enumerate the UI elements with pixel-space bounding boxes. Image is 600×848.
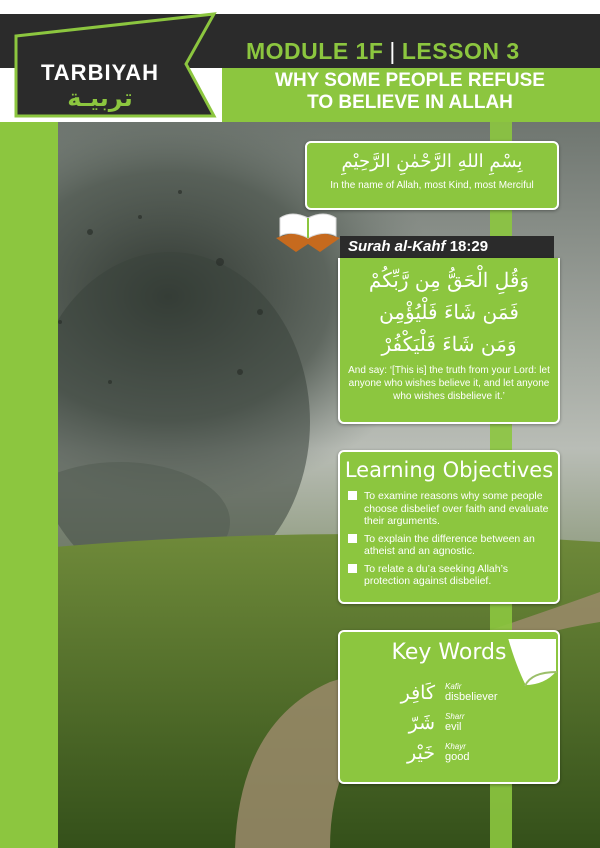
objectives-list xyxy=(340,490,558,588)
surah-translation: And say: ‘[This is] the truth from your Lord: let anyone who wishes believe it, and let anyone who wishes disbelieve it.’ xyxy=(348,365,550,402)
keyword-meaning: disbeliever xyxy=(445,691,498,703)
checkbox-square-icon xyxy=(348,564,357,573)
lesson-title-line-1: WHY SOME PEOPLE REFUSE xyxy=(275,70,545,91)
keyword-meaning: good xyxy=(445,751,470,763)
objective-text: To examine reasons why some people choose disbelief over faith and evaluate their arguments. xyxy=(364,490,549,527)
keyword-item xyxy=(385,712,535,740)
keyword-meaning: evil xyxy=(445,721,462,733)
keyword-transliteration: Khayr xyxy=(445,742,466,751)
objectives-title: Learning Objectives xyxy=(344,458,554,482)
objective-item xyxy=(348,563,550,588)
keyword-arabic: خَيْر xyxy=(407,742,435,764)
keyword-transliteration: Sharr xyxy=(445,712,465,721)
page-curl-icon xyxy=(505,636,559,688)
bismillah-arabic: بِسْمِ اللهِ الرَّحْمٰنِ الرَّحِيْمِ xyxy=(341,151,523,172)
bismillah-card xyxy=(305,141,559,210)
objective-text: To relate a du’a seeking Allah’s protection against disbelief. xyxy=(364,562,508,587)
keyword-arabic: كَافِر xyxy=(400,682,435,704)
surah-name: Surah al-Kahf xyxy=(348,238,446,255)
module-lesson-heading xyxy=(246,38,520,65)
checkbox-square-icon xyxy=(348,491,357,500)
surah-arabic-line: فَمَن شَاءَ فَلْيُؤْمِن xyxy=(379,300,519,324)
surah-heading xyxy=(340,236,554,258)
surah-arabic-line: وَقُلِ الْحَقُّ مِن رَّبِّكُمْ xyxy=(368,268,530,292)
surah-card xyxy=(338,258,560,424)
surah-reference: 18:29 xyxy=(449,238,489,255)
keyword-item xyxy=(385,742,535,770)
objective-item xyxy=(348,490,550,528)
surah-arabic-text xyxy=(340,264,558,360)
open-quran-book-icon xyxy=(272,208,344,254)
bismillah-translation: In the name of Allah, most Kind, most Merciful xyxy=(330,180,534,191)
brand-name-arabic: تربيـة xyxy=(67,84,133,112)
lesson-title xyxy=(225,70,595,114)
checkbox-square-icon xyxy=(348,534,357,543)
objective-text: To explain the difference between an atheist and an agnostic. xyxy=(364,532,535,557)
brand-name-english: TARBIYAH xyxy=(40,60,159,85)
keyword-arabic: شَرّ xyxy=(408,712,435,734)
learning-objectives-card xyxy=(338,450,560,604)
left-green-stripe xyxy=(0,122,58,848)
keyword-transliteration: Kafir xyxy=(445,682,462,691)
lesson-title-line-2: TO BELIEVE IN ALLAH xyxy=(307,92,513,113)
surah-arabic-line: وَمَن شَاءَ فَلْيَكْفُرْ xyxy=(381,332,517,356)
keywords-title: Key Words xyxy=(391,640,507,665)
lesson-label: LESSON 3 xyxy=(401,38,520,64)
objective-item xyxy=(348,533,550,558)
module-label: MODULE 1F xyxy=(246,38,384,64)
heading-separator: | xyxy=(389,38,396,64)
